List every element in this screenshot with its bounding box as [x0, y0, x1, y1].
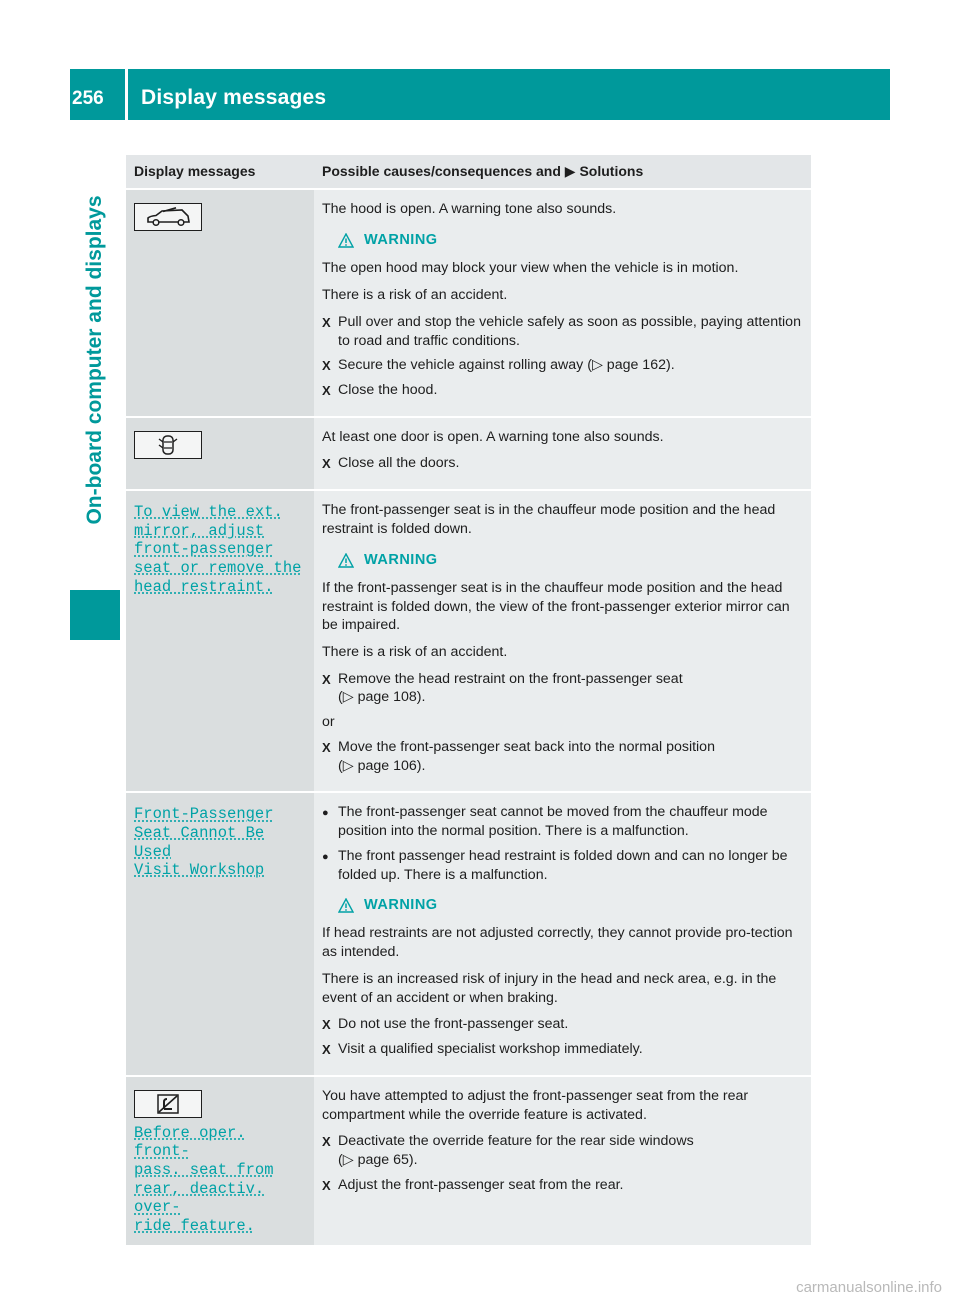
warning-text: If head restraints are not adjusted correctly, they cannot provide pro-tection as intended. [322, 925, 793, 961]
display-message-text: Before oper. front- pass. seat from rear, deactiv. over‐ ride feature. [134, 1123, 274, 1235]
step-marker-icon: X [322, 671, 331, 687]
cause-bullet: ● The front passenger head restraint is folded down and can no longer be folded up. There is a malfunction. [322, 847, 788, 883]
warning-heading [338, 896, 803, 915]
solution-cell [314, 1075, 811, 1246]
warning-triangle-icon [338, 553, 354, 568]
warning-text: If the front-passenger seat is in the chauffeur mode position and the head restraint is folded down, the view of the front-passenger exterior mirror can be impaired. [322, 579, 790, 634]
col-header-text-before: Possible causes/consequences and [322, 163, 565, 179]
step-marker-icon: X [322, 1042, 331, 1058]
page-reference[interactable]: page 108). [353, 689, 426, 706]
table-row [126, 489, 811, 791]
warning-triangle-icon [338, 233, 354, 248]
warning-text: The open hood may block your view when the vehicle is in motion. [322, 260, 739, 277]
cause-text: The hood is open. A warning tone also sounds. [322, 201, 617, 218]
solution-step: X Do not use the front-passenger seat. [322, 1016, 569, 1033]
page-reference-icon: ▷ [342, 757, 354, 774]
side-section-marker [70, 590, 120, 640]
warning-text: There is an increased risk of injury in the head and neck area, e.g. in the event of an accident or when braking. [322, 970, 777, 1006]
solution-step: X Adjust the front-passenger seat from the rear. [322, 1176, 624, 1193]
table-header-row [126, 155, 811, 188]
display-messages-table [126, 155, 811, 1245]
solution-step: X Close the hood. [322, 382, 438, 398]
bullet-icon: ● [322, 807, 329, 820]
door-open-icon [134, 431, 202, 459]
cause-text: At least one door is open. A warning tone also sounds. [322, 428, 664, 445]
side-section-label-text: On-board computer and displays [83, 195, 106, 525]
warning-text: There is a risk of an accident. [322, 644, 508, 660]
solution-cell [314, 489, 811, 791]
display-cell [126, 416, 314, 489]
display-cell [126, 188, 314, 415]
solution-step: X Remove the head restraint on the front-passenger seat (▷ page 108). [322, 670, 683, 706]
warning-label: WARNING [364, 897, 438, 914]
solution-cell [314, 188, 811, 415]
col-header-display-messages: Display messages [126, 155, 314, 188]
side-section-label [70, 130, 120, 590]
header-divider [125, 69, 128, 120]
solution-step: X Secure the vehicle against rolling away (▷ page 162). [322, 357, 675, 374]
page-reference[interactable]: page 106). [353, 757, 426, 774]
col-header-causes-solutions [314, 155, 811, 188]
watermark: carmanualsonline.info [796, 1279, 942, 1296]
warning-text: There is a risk of an accident. [322, 287, 508, 304]
or-text: or [322, 714, 335, 731]
warning-heading [338, 551, 803, 570]
page-reference-icon: ▷ [591, 357, 603, 374]
solution-cell [314, 791, 811, 1074]
page-number: 256 [72, 88, 104, 109]
display-cell [126, 489, 314, 791]
table-row [126, 416, 811, 489]
warning-label: WARNING [364, 551, 438, 568]
override-seat-icon [134, 1090, 202, 1118]
page-reference[interactable]: page 162). [602, 357, 675, 374]
step-marker-icon: X [322, 383, 331, 398]
cause-text: You have attempted to adjust the front-passenger seat from the rear compartment while the override feature is activated. [322, 1087, 749, 1123]
warning-triangle-icon [338, 898, 354, 913]
step-marker-icon: X [322, 1177, 331, 1193]
col-header-text-after: Solutions [575, 163, 644, 179]
display-cell [126, 1075, 314, 1246]
display-message-text: To view the ext. mirror, adjust front-passenger seat or remove the head restraint. [134, 503, 302, 596]
display-message-text: Front-Passenger Seat Cannot Be Used Visit Workshop [134, 805, 274, 880]
warning-label: WARNING [364, 232, 438, 249]
warning-heading [338, 231, 803, 250]
table-row [126, 791, 811, 1074]
table-row [126, 188, 811, 415]
solution-step: X Close all the doors. [322, 455, 460, 472]
solution-step: X Move the front-passenger seat back into the normal position (▷ page 106). [322, 738, 715, 774]
page-reference-icon: ▷ [342, 689, 354, 706]
solution-step: X Visit a qualified specialist workshop immediately. [322, 1041, 643, 1058]
page-reference[interactable]: page 65). [353, 1152, 418, 1169]
bullet-icon: ● [322, 850, 329, 863]
step-marker-icon: X [322, 1017, 331, 1033]
step-marker-icon: X [322, 314, 331, 330]
display-cell [126, 791, 314, 1074]
solution-cell [314, 416, 811, 489]
cause-bullet: ● The front-passenger seat cannot be moved from the chauffeur mode position into the normal position. There is a malfunction. [322, 804, 768, 840]
step-marker-icon: X [322, 456, 331, 472]
page-title: Display messages [141, 86, 327, 109]
table-row [126, 1075, 811, 1246]
page-reference-icon: ▷ [342, 1152, 354, 1169]
cause-text: The front-passenger seat is in the chauffeur mode position and the head restraint is folded down. [322, 502, 776, 537]
step-marker-icon: X [322, 358, 331, 374]
hood-open-icon [134, 203, 202, 231]
step-marker-icon: X [322, 1134, 331, 1150]
solution-step: X Pull over and stop the vehicle safely as soon as possible, paying attention to road and traffic conditions. [322, 313, 801, 349]
step-marker-icon: X [322, 739, 331, 755]
arrow-icon: ▶ [564, 163, 576, 179]
solution-step: X Deactivate the override feature for the rear side windows (▷ page 65). [322, 1133, 694, 1169]
